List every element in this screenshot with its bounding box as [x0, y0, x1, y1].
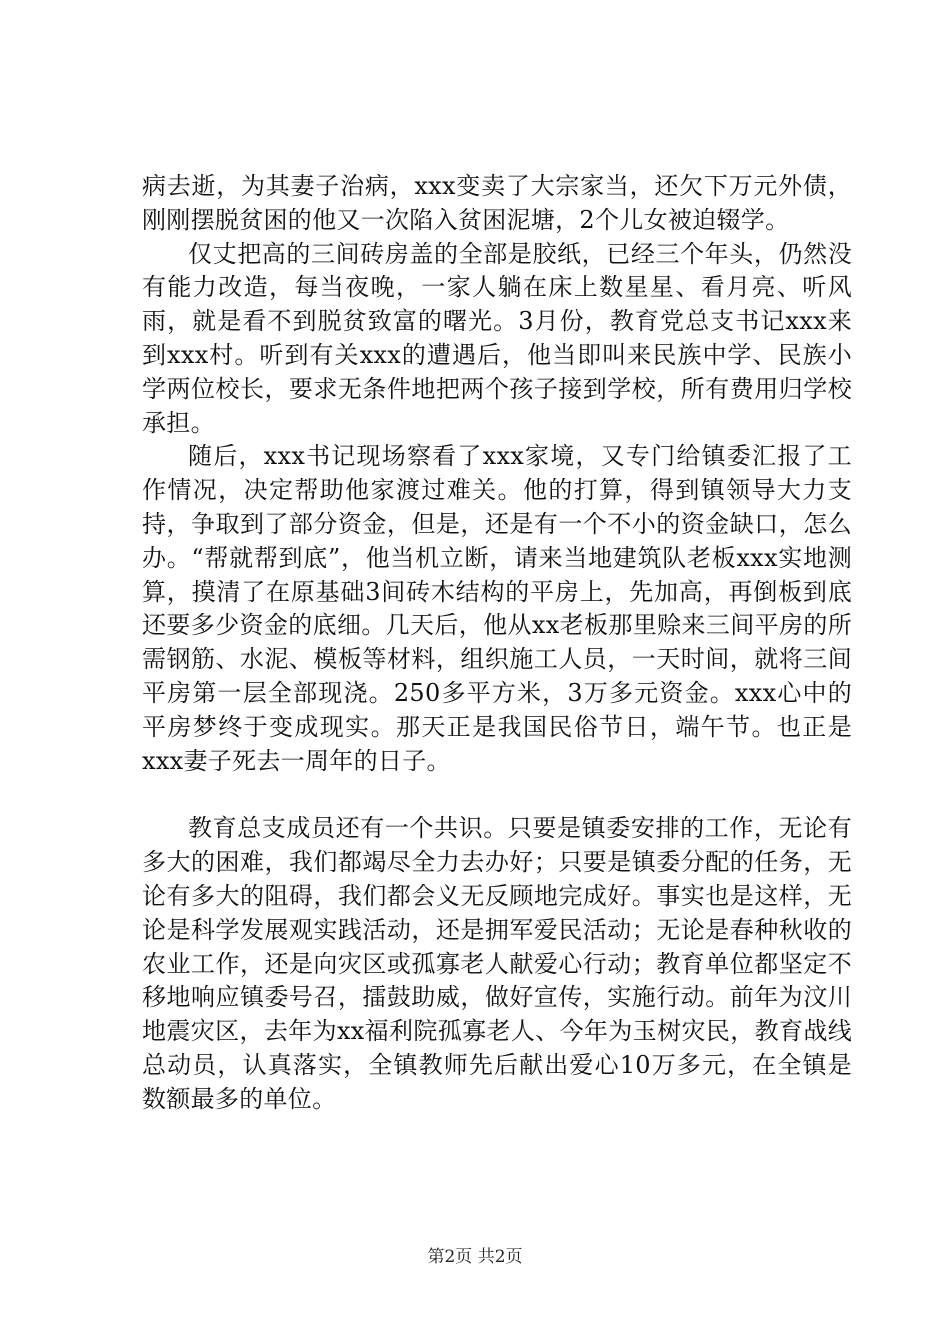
- paragraph-3: 随后，xxx书记现场察看了xxx家境，又专门给镇委汇报了工作情况，决定帮助他家渡过难关。他的打算，得到镇领导大力支持，争取到了部分资金，但是，还是有一个不小的资金缺口，怎么办。“帮就帮到底”，他当机立断，请来当地建筑队老板xxx实地测算，摸清了在原基础3间砖木结构的平房上，先加高，再倒板到底还要多少资金的底细。几天后，他从xx老板那里赊来三间平房的所需钢筋、水泥、模板等材料，组织施工人员，一天时间，就将三间平房第一层全部现浇。250多平方米，3万多元资金。xxx心中的平房梦终于变成现实。那天正是我国民俗节日，端午节。也正是xxx妻子死去一周年的日子。: [142, 442, 852, 775]
- paragraph-4: 教育总支成员还有一个共识。只要是镇委安排的工作，无论有多大的困难，我们都竭尽全力去办好；只要是镇委分配的任务，无论有多大的阻碍，我们都会义无反顾地完成好。事实也是这样，无论是科学发展观实践活动，还是拥军爱民活动；无论是春种秋收的农业工作，还是向灾区或孤寡老人献爱心行动；教育单位都坚定不移地响应镇委号召，擂鼓助威，做好宣传，实施行动。前年为汶川地震灾区，去年为xx福利院孤寡老人、今年为玉树灾民，教育战线总动员，认真落实，全镇教师先后献出爱心10万多元，在全镇是数额最多的单位。: [142, 814, 852, 1113]
- page-footer: 第2页 共2页: [427, 1247, 523, 1267]
- paragraph-spacer: [142, 778, 852, 812]
- document-body: [142, 170, 852, 1117]
- paragraph-1: 病去逝，为其妻子治病，xxx变卖了大宗家当，还欠下万元外债，刚刚摆脱贫困的他又一次陷入贫困泥塘，2个儿女被迫辍学。: [142, 172, 852, 234]
- paragraph-2: 仅丈把高的三间砖房盖的全部是胶纸，已经三个年头，仍然没有能力改造，每当夜晚，一家人躺在床上数星星、看月亮、听风雨，就是看不到脱贫致富的曙光。3月份，教育党总支书记xxx来到xxx村。听到有关xxx的遭遇后，他当即叫来民族中学、民族小学两位校长，要求无条件地把两个孩子接到学校，所有费用归学校承担。: [142, 239, 852, 437]
